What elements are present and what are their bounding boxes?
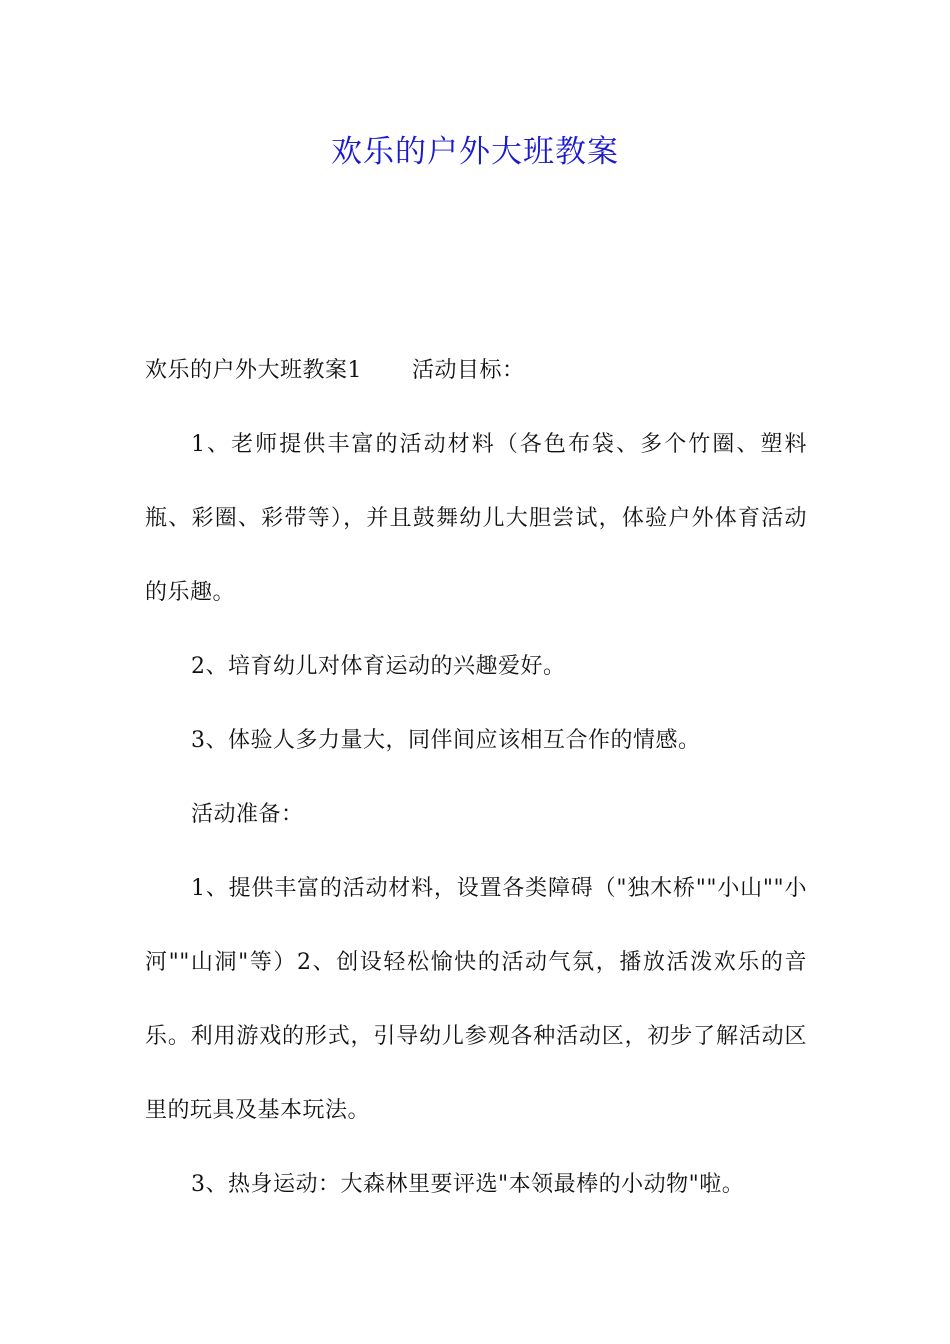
intro-label: 欢乐的户外大班教案1 (145, 358, 362, 383)
document-title: 欢乐的户外大班教案 (331, 134, 619, 170)
goal-item-2: 2、培育幼儿对体育运动的兴趣爱好。 (191, 654, 566, 679)
prep-heading: 活动准备： (191, 802, 304, 827)
document-body (145, 334, 807, 1222)
prep-item-1: 1、提供丰富的活动材料，设置各类障碍（"独木桥""小山""小河""山洞"等）2、创设轻松愉快的活动气氛，播放活泼欢乐的音乐。利用游戏的形式，引导幼儿参观各种活动区，初步了解活动区里的玩具及基本玩法。 (145, 876, 807, 1123)
goals-heading: 活动目标： (412, 358, 525, 383)
goal-item-3: 3、体验人多力量大，同伴间应该相互合作的情感。 (191, 728, 701, 753)
prep-item-3: 3、热身运动：大森林里要评选"本领最棒的小动物"啦。 (191, 1172, 745, 1197)
intro-line (145, 334, 807, 408)
goal-item-1: 1、老师提供丰富的活动材料（各色布袋、多个竹圈、塑料瓶、彩圈、彩带等），并且鼓舞幼儿大胆尝试，体验户外体育活动的乐趣。 (145, 432, 807, 605)
